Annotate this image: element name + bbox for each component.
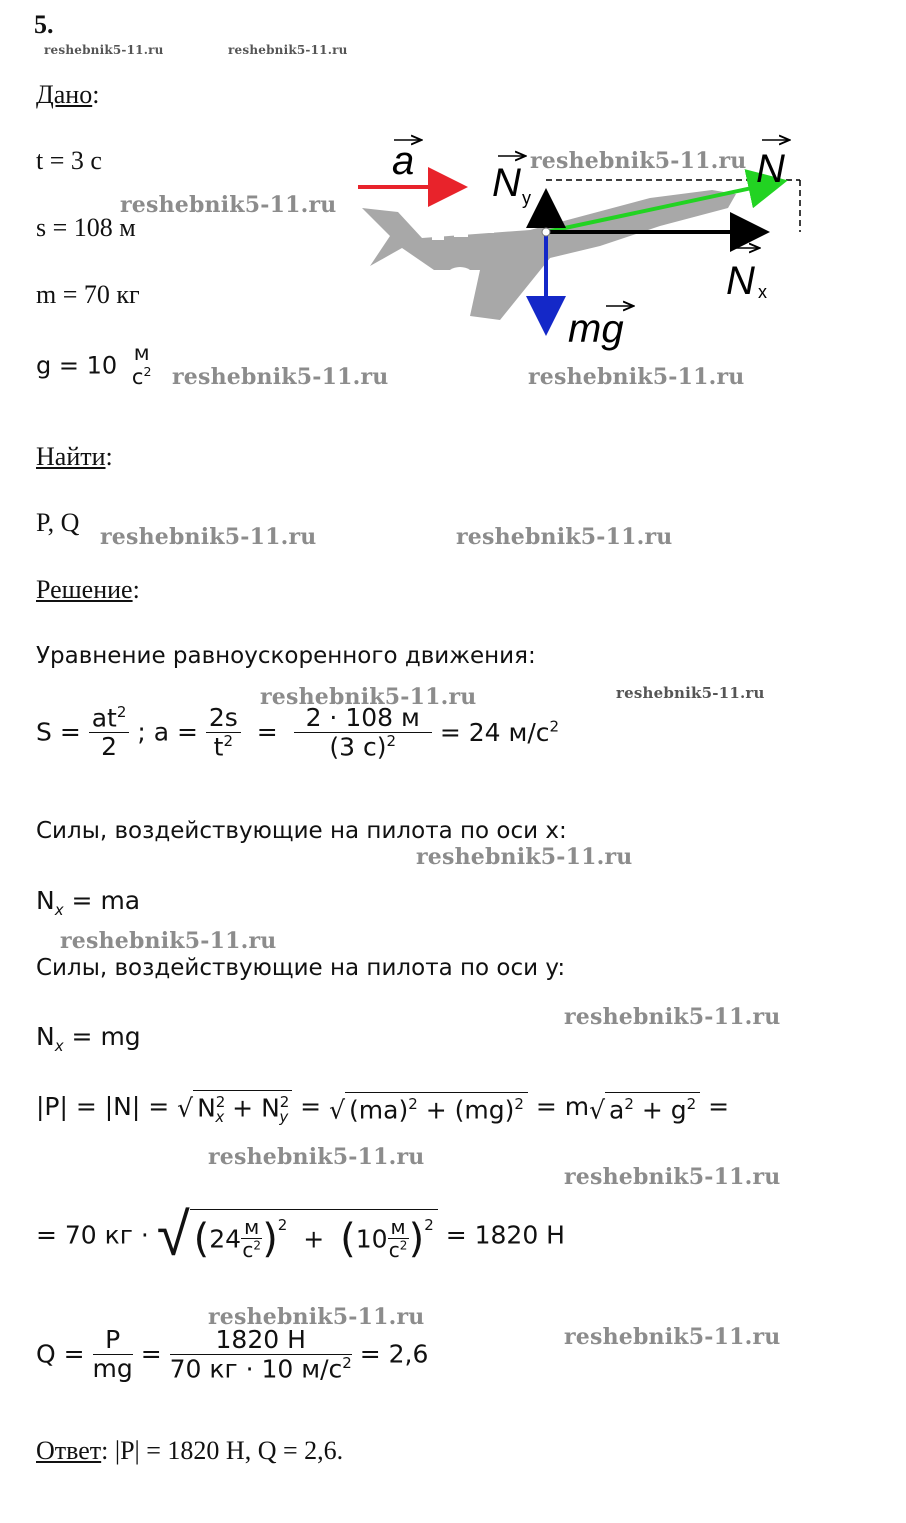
force-diagram xyxy=(350,120,820,360)
forces-y-title: Силы, воздействующие на пилота по оси y: xyxy=(36,955,566,981)
a-label: a xyxy=(392,139,415,183)
equation-p2: = 70 кг · √ (24 $\frac{м}{с^2}$ )$^2$ + (10 $\frac{м}{с^2}$ )$^2$ = 1820 Н xyxy=(36,1200,565,1270)
equation-s: S = $\frac{at^2}{2}$ ; a = $\frac{2s}{t^2}$ = $\frac{2 \cdot 108 м}{(3 с)^2}$ = 24 $м/с^2$ xyxy=(36,703,560,761)
solution-heading: Решение: xyxy=(36,575,140,604)
ny-label: N xyxy=(492,161,521,205)
watermark: reshebnik5-11.ru xyxy=(44,43,164,57)
answer: Ответ: |P| = 1820 Н, Q = 2,6. xyxy=(36,1436,344,1465)
watermark: reshebnik5-11.ru xyxy=(208,1144,425,1170)
ny-equation: $N_x$ = mg xyxy=(36,1022,141,1055)
watermark: reshebnik5-11.ru xyxy=(564,1324,781,1350)
airplane-icon xyxy=(362,190,736,320)
eq1-title: Уравнение равноускоренного движения: xyxy=(36,643,536,669)
nx-label: N xyxy=(726,259,755,303)
given-s: s = 108 м xyxy=(36,213,136,242)
watermark: reshebnik5-11.ru xyxy=(100,524,317,550)
mg-label: mg xyxy=(568,307,624,351)
watermark: reshebnik5-11.ru xyxy=(120,192,337,218)
given-t: t = 3 с xyxy=(36,146,102,175)
watermark: reshebnik5-11.ru xyxy=(564,1004,781,1030)
watermark: reshebnik5-11.ru xyxy=(172,364,389,390)
watermark: reshebnik5-11.ru xyxy=(456,524,673,550)
find-heading: Найти: xyxy=(36,442,113,471)
ny-sub: y xyxy=(522,188,531,208)
forces-x-title: Силы, воздействующие на пилота по оси x: xyxy=(36,818,567,844)
equation-p: |P| = |N| = √ $N^2_x + N^2_y$ = √ (ma)$^2$ + (mg)$^2$ = m√ $a^2 + g^2$ = xyxy=(36,1090,729,1126)
watermark: reshebnik5-11.ru xyxy=(60,928,277,954)
watermark: reshebnik5-11.ru xyxy=(260,684,477,710)
watermark: reshebnik5-11.ru xyxy=(530,148,747,174)
nx-equation: $N_x$ = ma xyxy=(36,886,141,919)
equation-q: Q = $\frac{P}{mg}$ = $\frac{1820 Н}{70 кг \cdot 10 м/с^2}$ = 2,6 xyxy=(36,1325,429,1383)
watermark: reshebnik5-11.ru xyxy=(616,684,765,702)
given-m: m = 70 кг xyxy=(36,280,140,309)
n-label: N xyxy=(756,147,785,191)
watermark: reshebnik5-11.ru xyxy=(564,1164,781,1190)
nx-sub: x xyxy=(758,282,767,302)
given-g: g = 10 м $с^2$ xyxy=(36,341,152,390)
find-values: P, Q xyxy=(36,508,80,537)
given-heading: Дано: xyxy=(36,80,100,109)
problem-number: 5. xyxy=(34,10,54,39)
watermark: reshebnik5-11.ru xyxy=(416,844,633,870)
watermark: reshebnik5-11.ru xyxy=(528,364,745,390)
watermark: reshebnik5-11.ru xyxy=(208,1304,425,1330)
watermark: reshebnik5-11.ru xyxy=(228,43,348,57)
